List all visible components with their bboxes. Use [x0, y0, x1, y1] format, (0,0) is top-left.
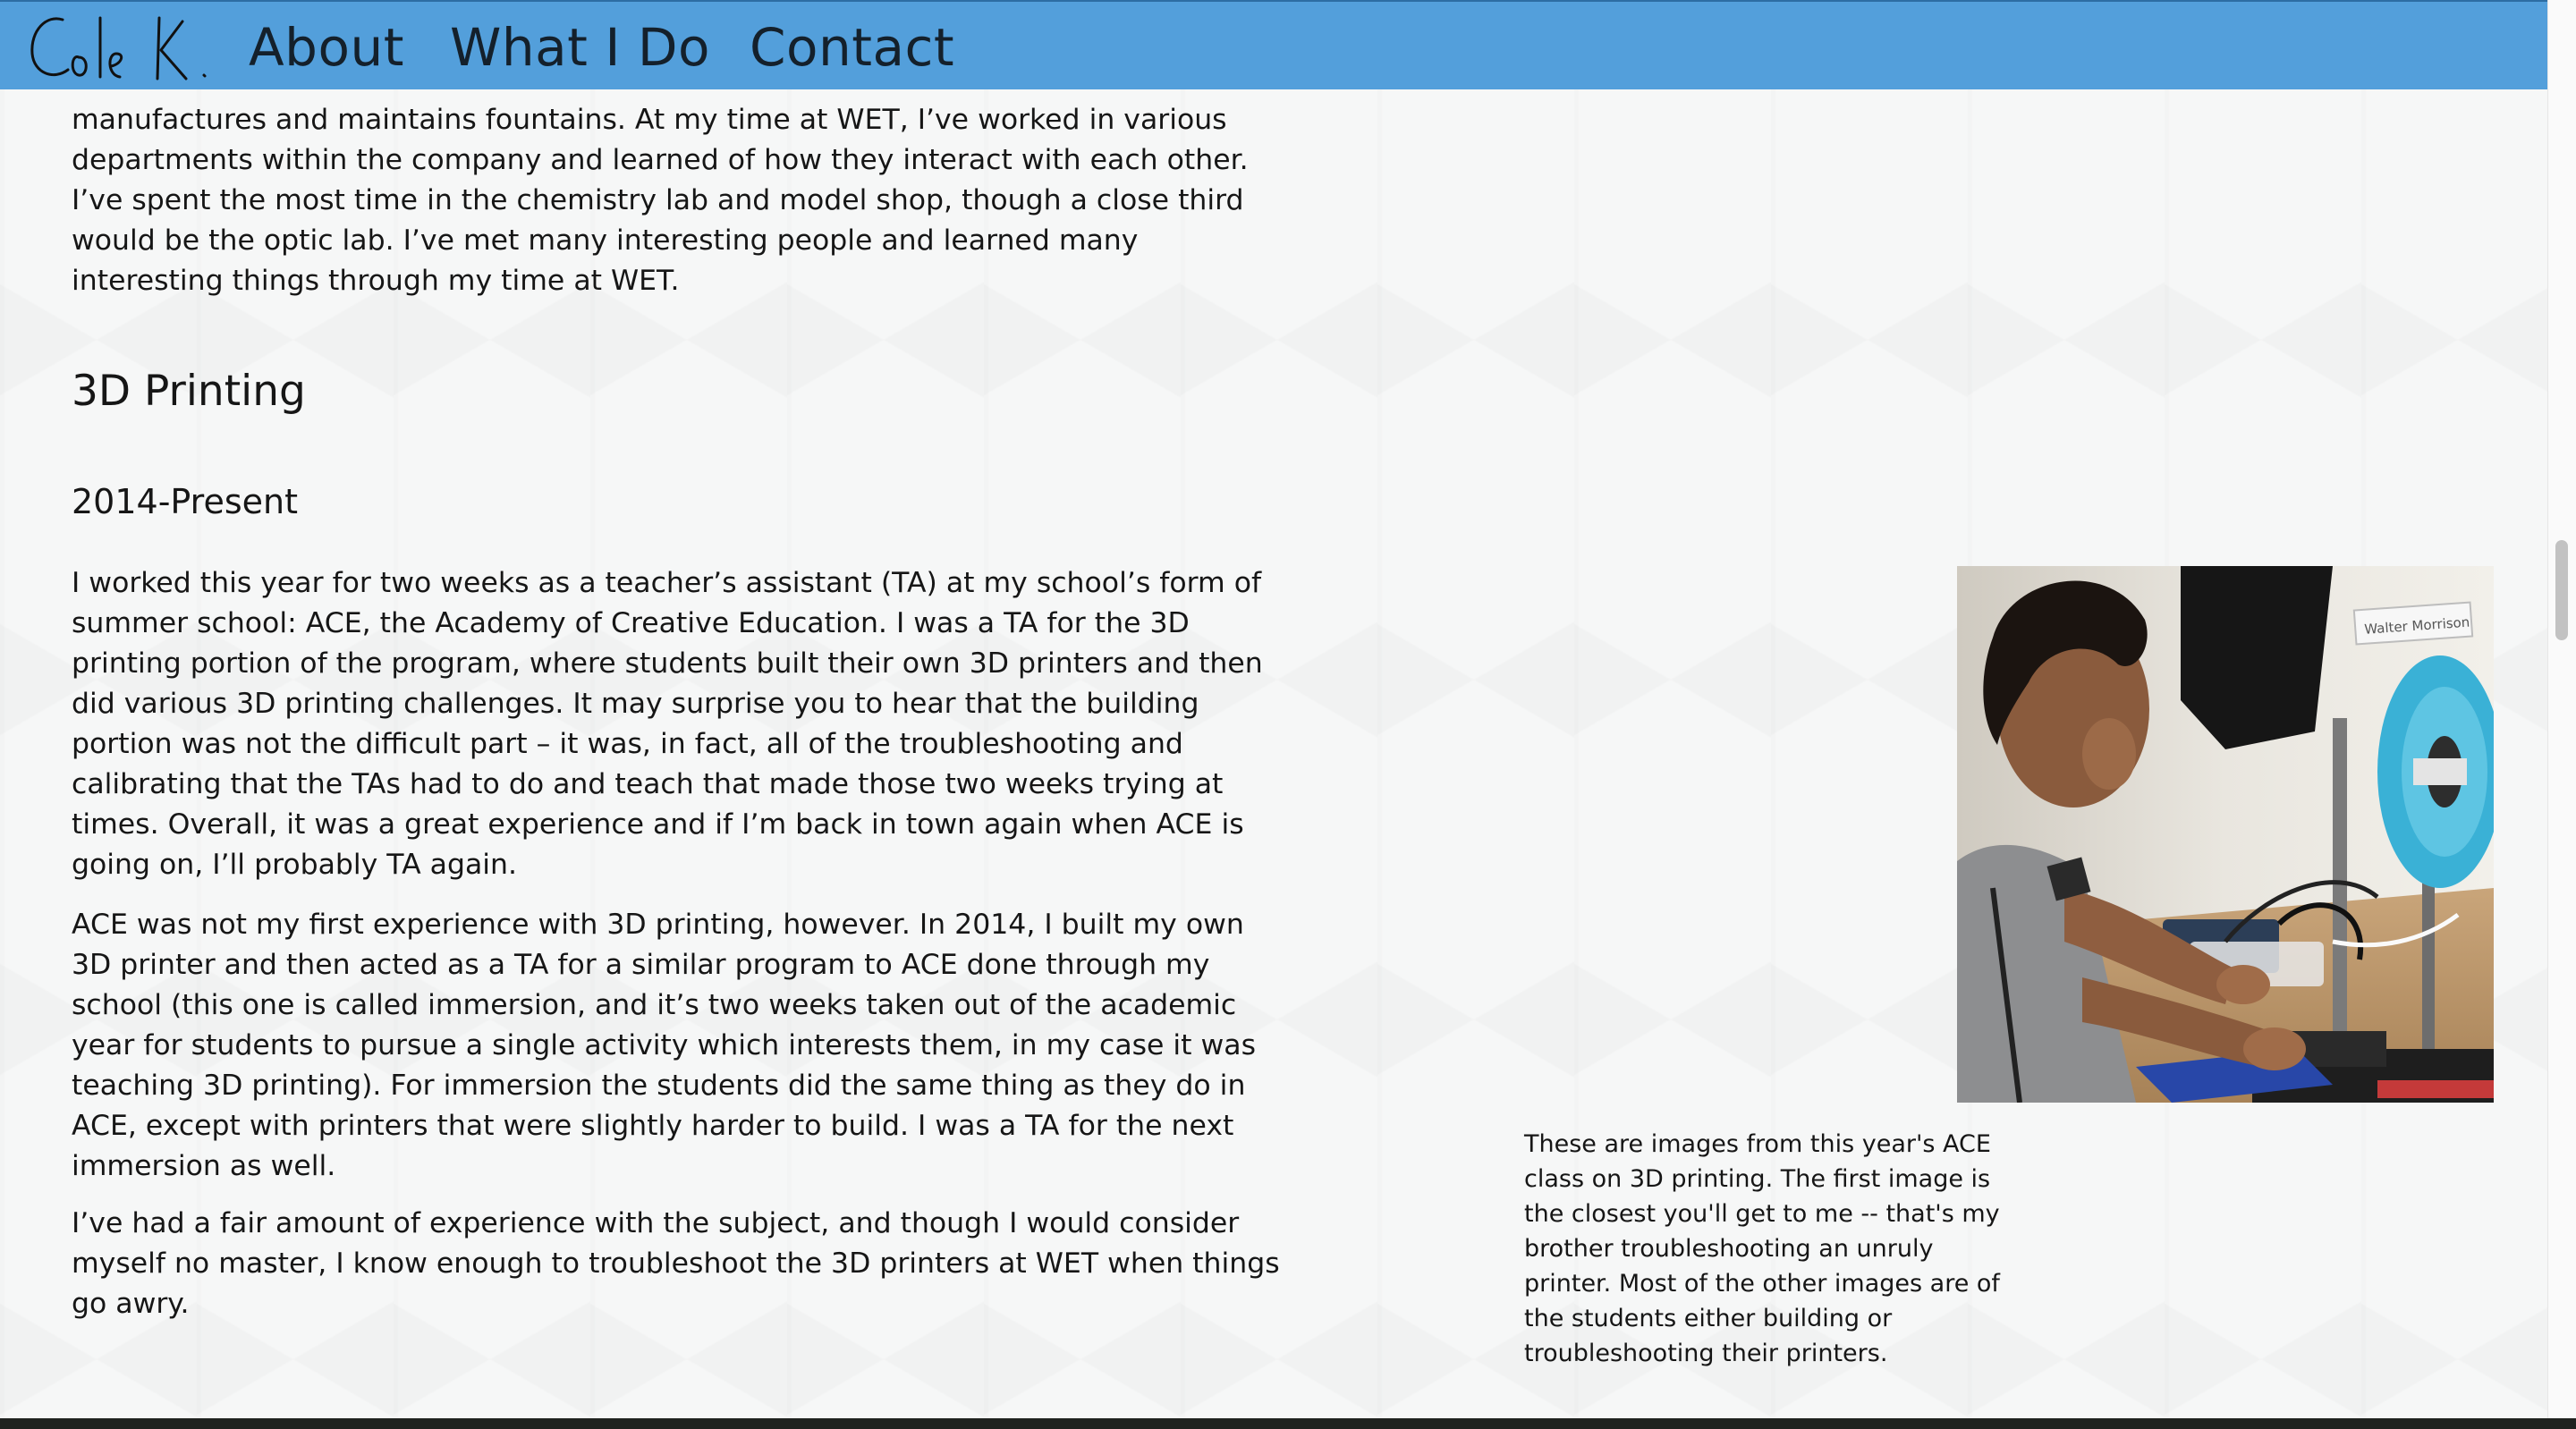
- section-years: 2014-Present: [72, 482, 298, 521]
- intro-paragraph: manufactures and maintains fountains. At my time at WET, I’ve worked in various departments within the company and learned of how they interact with each other. I’ve spent the most time in the chemistry lab and model shop, though a close third would be the optic lab. I’ve met many interesting people and learned many interesting things through my time at WET.: [72, 104, 1249, 297]
- nav-what-i-do-link[interactable]: What I Do: [450, 17, 711, 78]
- photo-caption: These are images from this year's ACE class on 3D printing. The first image is the closest you'll get to me -- that's my brother troubleshooting an unruly printer. Most of the other images are of the students either building or troubleshooting their printers.: [1524, 1130, 2000, 1367]
- photo-illustration: [1957, 566, 2494, 1103]
- paragraph-ace: ACE was not my first experience with 3D printing, however. In 2014, I built my own 3D printer and then acted as a TA for a similar program to ACE done through my school (this one is called immersion, and it’s two weeks taken out of the academic year for students to pursue a single activity which interests them, in my case it was teaching 3D printing). For immersion the students did the same thing as they do in ACE, except with printers that were slightly harder to build. I was a TA for the next immersion as well.: [72, 909, 1257, 1182]
- logo[interactable]: [23, 2, 220, 91]
- scrollbar-thumb[interactable]: [2555, 540, 2568, 640]
- nav-contact-link[interactable]: Contact: [750, 17, 955, 78]
- name-plate-label: Walter Morrison: [2363, 613, 2470, 638]
- navbar: [0, 0, 2547, 89]
- paragraph-experience: I’ve had a fair amount of experience with the subject, and though I would consider myself no master, I know enough to troubleshoot the 3D printers at WET when things go awry.: [72, 1207, 1280, 1320]
- 3d-printing-photo[interactable]: [1957, 566, 2494, 1103]
- section-title: 3D Printing: [72, 367, 306, 416]
- window-bottom-edge: [0, 1418, 2576, 1429]
- vertical-scrollbar[interactable]: [2547, 0, 2576, 1418]
- nav-about-link[interactable]: About: [249, 17, 404, 78]
- paragraph-ta: I worked this year for two weeks as a teacher’s assistant (TA) at my school’s form of summer school: ACE, the Academy of Creative Education. I was a TA for the 3D printing portion of the program, where students built their own 3D printers and then did various 3D printing challenges. It may surprise you to hear that the building portion was not the difficult part – it was, in fact, all of the troubleshooting and calibrating that the TAs had to do and teach that made those two weeks trying at times. Overall, it was a great experience and if I’m back in town again when ACE is going on, I’ll probably TA again.: [72, 567, 1263, 881]
